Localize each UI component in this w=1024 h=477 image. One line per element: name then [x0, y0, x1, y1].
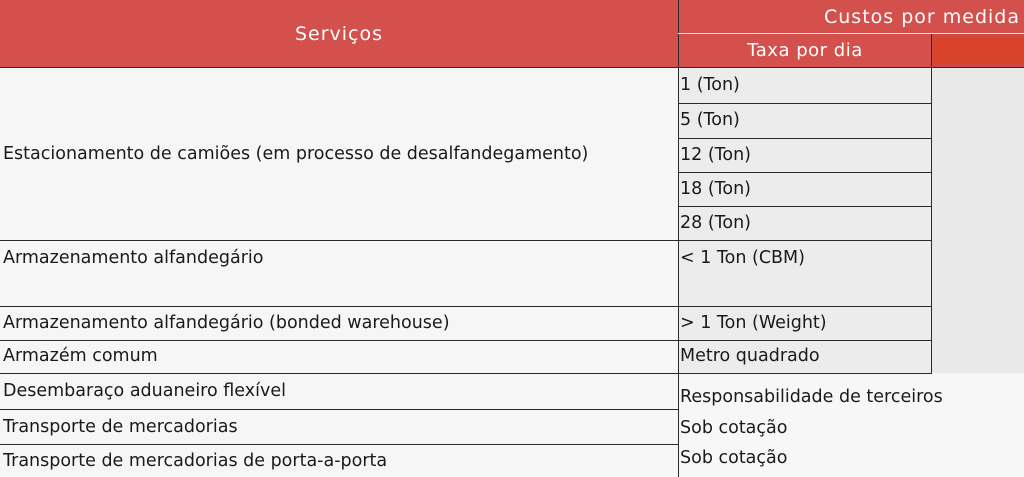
grid-line	[678, 103, 932, 104]
grid-line	[0, 306, 932, 307]
service-cell-door-to-door: Transporte de mercadorias de porta-a-porta	[3, 451, 388, 471]
rate-cell-28-ton: 28 (Ton)	[680, 213, 751, 233]
services-header	[0, 0, 678, 67]
service-cell-truck-parking: Estacionamento de camiões (em processo de desalfandegamento)	[3, 144, 589, 164]
grid-line	[0, 444, 678, 445]
service-cell-customs-storage: Armazenamento alfandegário	[3, 248, 264, 268]
grid-line	[678, 0, 679, 477]
rate-cell-12-ton: 12 (Ton)	[680, 145, 751, 165]
services-header-label: Serviços	[294, 22, 384, 45]
rate-cell-quote: Sob cotação	[680, 418, 788, 438]
grid-line	[678, 172, 932, 173]
grid-line	[678, 206, 932, 207]
costs-header	[679, 0, 1024, 33]
grid-line	[0, 240, 932, 241]
grid-line	[0, 373, 932, 374]
grid-line	[0, 340, 932, 341]
costs-header-label: Custos por medida	[824, 5, 1020, 28]
rate-cell-square-meter: Metro quadrado	[680, 346, 820, 366]
rate-cell-cbm: < 1 Ton (CBM)	[680, 248, 805, 268]
rate-cell-1-ton: 1 (Ton)	[680, 75, 740, 95]
rate-cell-18-ton: 18 (Ton)	[680, 179, 751, 199]
grid-line	[678, 33, 1024, 34]
grid-line	[0, 67, 1024, 68]
grid-line	[0, 409, 678, 410]
blank-column-bg	[932, 68, 1024, 373]
service-cell-bonded-warehouse: Armazenamento alfandegário (bonded warehouse)	[3, 313, 450, 333]
extra-header-cell	[932, 34, 1024, 67]
service-cell-goods-transport: Transporte de mercadorias	[3, 417, 238, 437]
rate-cell-quote-door: Sob cotação	[680, 448, 788, 468]
daily-rate-header	[679, 34, 931, 67]
rate-cell-5-ton: 5 (Ton)	[680, 110, 740, 130]
service-cell-common-warehouse: Armazém comum	[3, 346, 158, 366]
grid-line	[931, 34, 932, 373]
accent-strip	[934, 38, 1024, 64]
service-cell-customs-clearance: Desembaraço aduaneiro flexível	[3, 381, 286, 401]
grid-line	[678, 138, 932, 139]
rate-cell-third-party: Responsabilidade de terceiros	[680, 387, 943, 407]
rate-cell-weight: > 1 Ton (Weight)	[680, 313, 827, 333]
services-column-bg	[0, 68, 678, 477]
daily-rate-header-label: Taxa por dia	[747, 40, 863, 61]
